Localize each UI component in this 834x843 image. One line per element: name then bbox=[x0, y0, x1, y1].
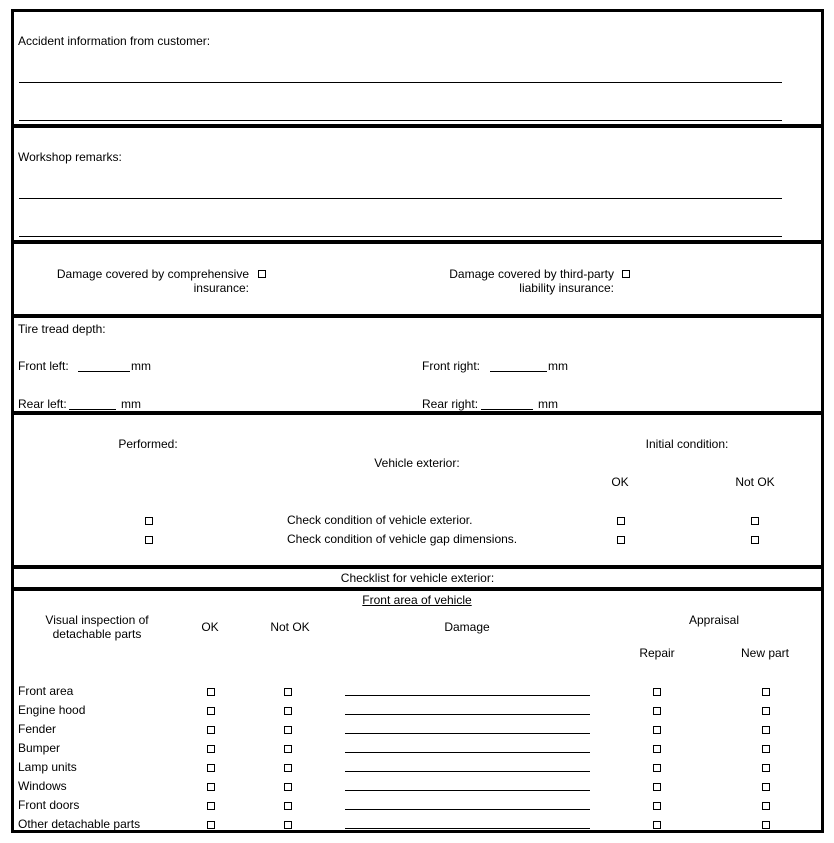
damage-input-line[interactable] bbox=[345, 790, 590, 791]
not-ok-checkbox[interactable] bbox=[284, 707, 292, 715]
rear-right-label: Rear right: bbox=[422, 397, 479, 411]
not-ok-checkbox[interactable] bbox=[284, 688, 292, 696]
ok-checkbox[interactable] bbox=[207, 726, 215, 734]
appraisal-column-header: Appraisal bbox=[688, 613, 740, 627]
damage-input-line[interactable] bbox=[345, 771, 590, 772]
rear-right-input[interactable] bbox=[481, 409, 533, 410]
damage-input-line[interactable] bbox=[345, 809, 590, 810]
new-part-checkbox[interactable] bbox=[762, 707, 770, 715]
part-label: Lamp units bbox=[18, 760, 77, 774]
workshop-input-line-1[interactable] bbox=[19, 198, 782, 199]
performed-label: Performed: bbox=[118, 437, 178, 451]
checklist-title-bar bbox=[11, 566, 824, 590]
damage-input-line[interactable] bbox=[345, 714, 590, 715]
ok-checkbox[interactable] bbox=[207, 688, 215, 696]
workshop-label: Workshop remarks: bbox=[18, 150, 122, 164]
comprehensive-checkbox[interactable] bbox=[258, 270, 266, 278]
not-ok-checkbox[interactable] bbox=[284, 802, 292, 810]
exterior-section bbox=[11, 412, 824, 568]
front-area-subtitle: Front area of vehicle bbox=[362, 593, 472, 607]
front-area-section bbox=[11, 588, 824, 833]
not-ok-checkbox[interactable] bbox=[284, 745, 292, 753]
coverage-section bbox=[11, 241, 824, 317]
not-ok-checkbox[interactable] bbox=[751, 536, 759, 544]
exterior-not-ok-header: Not OK bbox=[735, 475, 775, 489]
tire-section bbox=[11, 315, 824, 414]
third-party-checkbox[interactable] bbox=[622, 270, 630, 278]
damage-input-line[interactable] bbox=[345, 695, 590, 696]
repair-checkbox[interactable] bbox=[653, 726, 661, 734]
repair-checkbox[interactable] bbox=[653, 764, 661, 772]
not-ok-checkbox[interactable] bbox=[284, 764, 292, 772]
initial-condition-label: Initial condition: bbox=[645, 437, 729, 451]
part-label: Windows bbox=[18, 779, 67, 793]
front-left-unit: mm bbox=[131, 359, 151, 373]
new-part-column-header: New part bbox=[740, 646, 790, 660]
workshop-section bbox=[11, 125, 824, 243]
rear-left-unit: mm bbox=[121, 397, 141, 411]
repair-column-header: Repair bbox=[639, 646, 675, 660]
part-label: Front area bbox=[18, 684, 74, 698]
performed-checkbox[interactable] bbox=[145, 517, 153, 525]
new-part-checkbox[interactable] bbox=[762, 688, 770, 696]
ok-checkbox[interactable] bbox=[207, 821, 215, 829]
new-part-checkbox[interactable] bbox=[762, 745, 770, 753]
new-part-checkbox[interactable] bbox=[762, 764, 770, 772]
exterior-ok-header: OK bbox=[611, 475, 629, 489]
part-label: Engine hood bbox=[18, 703, 86, 717]
third-party-label-line2: liability insurance: bbox=[519, 281, 614, 295]
new-part-checkbox[interactable] bbox=[762, 821, 770, 829]
damage-column-header: Damage bbox=[444, 620, 490, 634]
parts-column-header-line2: detachable parts bbox=[52, 627, 142, 641]
damage-input-line[interactable] bbox=[345, 828, 590, 829]
checklist-title: Checklist for vehicle exterior: bbox=[340, 571, 495, 585]
ok-checkbox[interactable] bbox=[207, 764, 215, 772]
new-part-checkbox[interactable] bbox=[762, 726, 770, 734]
exterior-title: Vehicle exterior: bbox=[374, 456, 460, 470]
not-ok-checkbox[interactable] bbox=[751, 517, 759, 525]
rear-left-label: Rear left: bbox=[18, 397, 67, 411]
part-label: Bumper bbox=[18, 741, 61, 755]
rear-right-unit: mm bbox=[538, 397, 558, 411]
tire-title: Tire tread depth: bbox=[18, 322, 106, 336]
ok-checkbox[interactable] bbox=[207, 745, 215, 753]
ok-checkbox[interactable] bbox=[617, 536, 625, 544]
part-label: Other detachable parts bbox=[18, 817, 141, 831]
new-part-checkbox[interactable] bbox=[762, 802, 770, 810]
not-ok-column-header: Not OK bbox=[270, 620, 310, 634]
repair-checkbox[interactable] bbox=[653, 745, 661, 753]
accident-label: Accident information from customer: bbox=[18, 34, 211, 48]
ok-checkbox[interactable] bbox=[207, 707, 215, 715]
repair-checkbox[interactable] bbox=[653, 821, 661, 829]
repair-checkbox[interactable] bbox=[653, 688, 661, 696]
not-ok-checkbox[interactable] bbox=[284, 821, 292, 829]
damage-input-line[interactable] bbox=[345, 752, 590, 753]
check-label: Check condition of vehicle exterior. bbox=[287, 513, 473, 527]
accident-input-line-1[interactable] bbox=[19, 82, 782, 83]
repair-checkbox[interactable] bbox=[653, 783, 661, 791]
accident-input-line-2[interactable] bbox=[19, 120, 782, 121]
check-label: Check condition of vehicle gap dimensions. bbox=[287, 532, 518, 546]
performed-checkbox[interactable] bbox=[145, 536, 153, 544]
front-right-unit: mm bbox=[548, 359, 568, 373]
front-left-input[interactable] bbox=[78, 371, 130, 372]
repair-checkbox[interactable] bbox=[653, 707, 661, 715]
part-label: Front doors bbox=[18, 798, 80, 812]
comprehensive-label-line2: insurance: bbox=[193, 281, 249, 295]
third-party-label-line1: Damage covered by third-party bbox=[449, 267, 614, 281]
part-label: Fender bbox=[18, 722, 57, 736]
front-right-input[interactable] bbox=[490, 371, 547, 372]
damage-input-line[interactable] bbox=[345, 733, 590, 734]
front-right-label: Front right: bbox=[422, 359, 481, 373]
parts-column-header-line1: Visual inspection of bbox=[45, 613, 149, 627]
new-part-checkbox[interactable] bbox=[762, 783, 770, 791]
not-ok-checkbox[interactable] bbox=[284, 726, 292, 734]
ok-checkbox[interactable] bbox=[207, 802, 215, 810]
ok-column-header: OK bbox=[201, 620, 219, 634]
ok-checkbox[interactable] bbox=[617, 517, 625, 525]
ok-checkbox[interactable] bbox=[207, 783, 215, 791]
workshop-input-line-2[interactable] bbox=[19, 236, 782, 237]
not-ok-checkbox[interactable] bbox=[284, 783, 292, 791]
comprehensive-label-line1: Damage covered by comprehensive bbox=[56, 267, 249, 281]
front-left-label: Front left: bbox=[18, 359, 69, 373]
repair-checkbox[interactable] bbox=[653, 802, 661, 810]
rear-left-input[interactable] bbox=[69, 409, 116, 410]
accident-section bbox=[11, 9, 824, 127]
